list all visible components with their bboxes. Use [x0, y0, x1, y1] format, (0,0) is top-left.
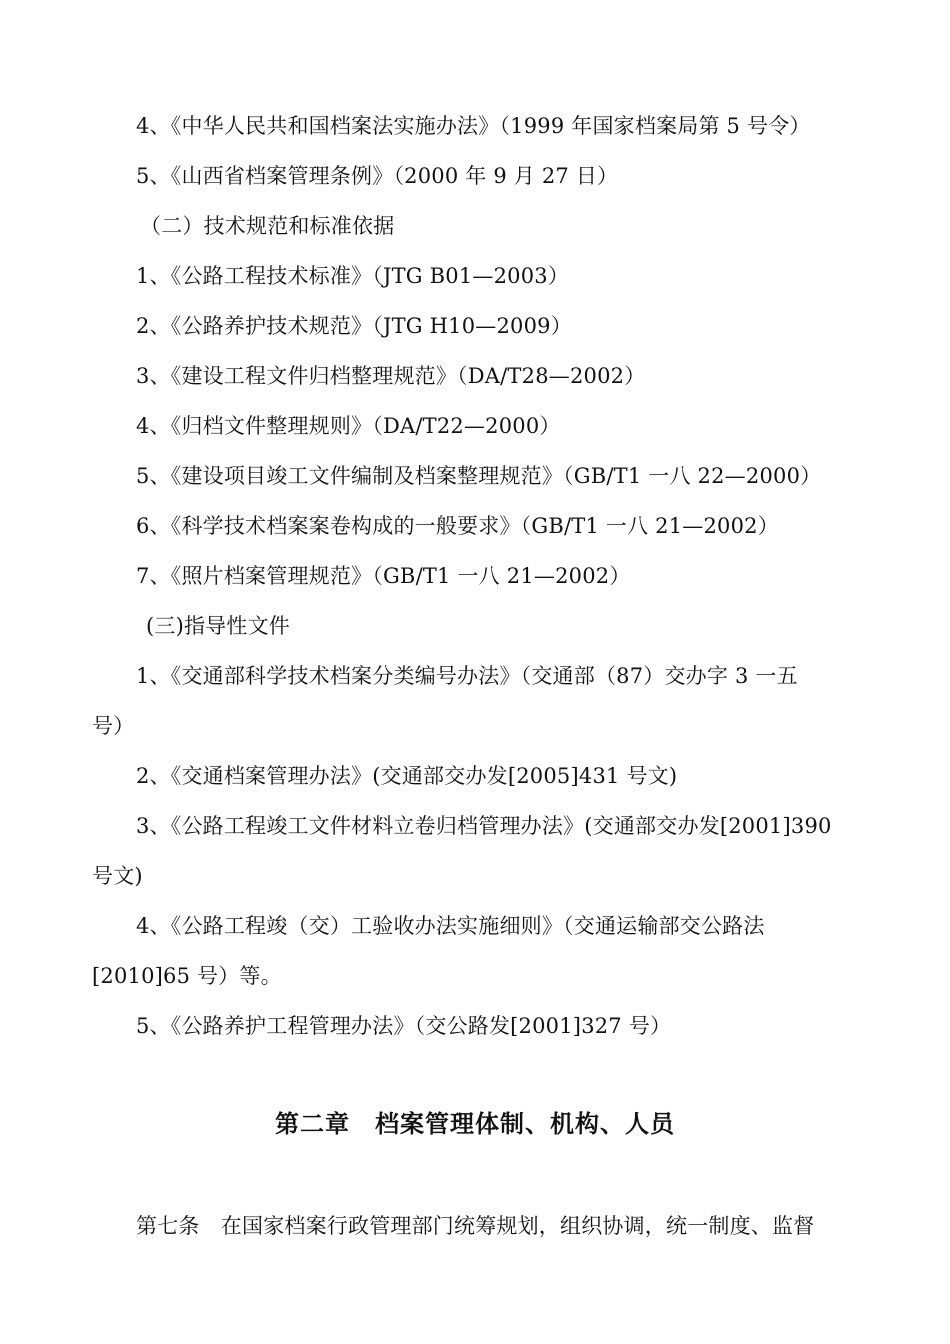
standard-item-5: 5、《建设项目竣工文件编制及档案整理规范》（GB/T1 一八 22—2000）	[136, 464, 822, 488]
standard-item-6: 6、《科学技术档案案卷构成的一般要求》（GB/T1 一八 21—2002）	[136, 514, 779, 538]
section-heading-guidance-documents: (三)指导性文件	[146, 614, 290, 638]
standard-item-7: 7、《照片档案管理规范》（GB/T1 一八 21—2002）	[136, 564, 631, 588]
guide-item-3-continued: 号文)	[92, 864, 143, 888]
guide-item-5: 5、《公路养护工程管理办法》（交公路发[2001]327 号）	[136, 1014, 672, 1038]
guide-item-3: 3、《公路工程竣工文件材料立卷归档管理办法》(交通部交办发[2001]390	[136, 814, 832, 838]
standard-item-1: 1、《公路工程技术标准》（JTG B01—2003）	[136, 264, 570, 288]
guide-item-4: 4、《公路工程竣（交）工验收办法实施细则》（交通运输部交公路法	[136, 914, 765, 938]
guide-item-1: 1、《交通部科学技术档案分类编号办法》（交通部（87）交办字 3 一五	[136, 664, 798, 688]
article-7-paragraph: 第七条 在国家档案行政管理部门统筹规划，组织协调，统一制度、监督	[136, 1214, 815, 1238]
law-item-5: 5、《山西省档案管理条例》（2000 年 9 月 27 日）	[136, 164, 619, 188]
standard-item-2: 2、《公路养护技术规范》（JTG H10—2009）	[136, 314, 572, 338]
guide-item-4-continued: [2010]65 号）等。	[92, 964, 282, 988]
guide-item-2: 2、《交通档案管理办法》(交通部交办发[2005]431 号文)	[136, 764, 678, 788]
chapter-title: 第二章 档案管理体制、机构、人员	[275, 1110, 675, 1138]
standard-item-4: 4、《归档文件整理规则》（DA/T22—2000）	[136, 414, 561, 438]
standard-item-3: 3、《建设工程文件归档整理规范》（DA/T28—2002）	[136, 364, 646, 388]
law-item-4: 4、《中华人民共和国档案法实施办法》（1999 年国家档案局第 5 号令）	[136, 114, 811, 138]
section-heading-technical-standards: （二）技术规范和标准依据	[140, 214, 395, 238]
guide-item-1-continued: 号）	[92, 714, 135, 738]
